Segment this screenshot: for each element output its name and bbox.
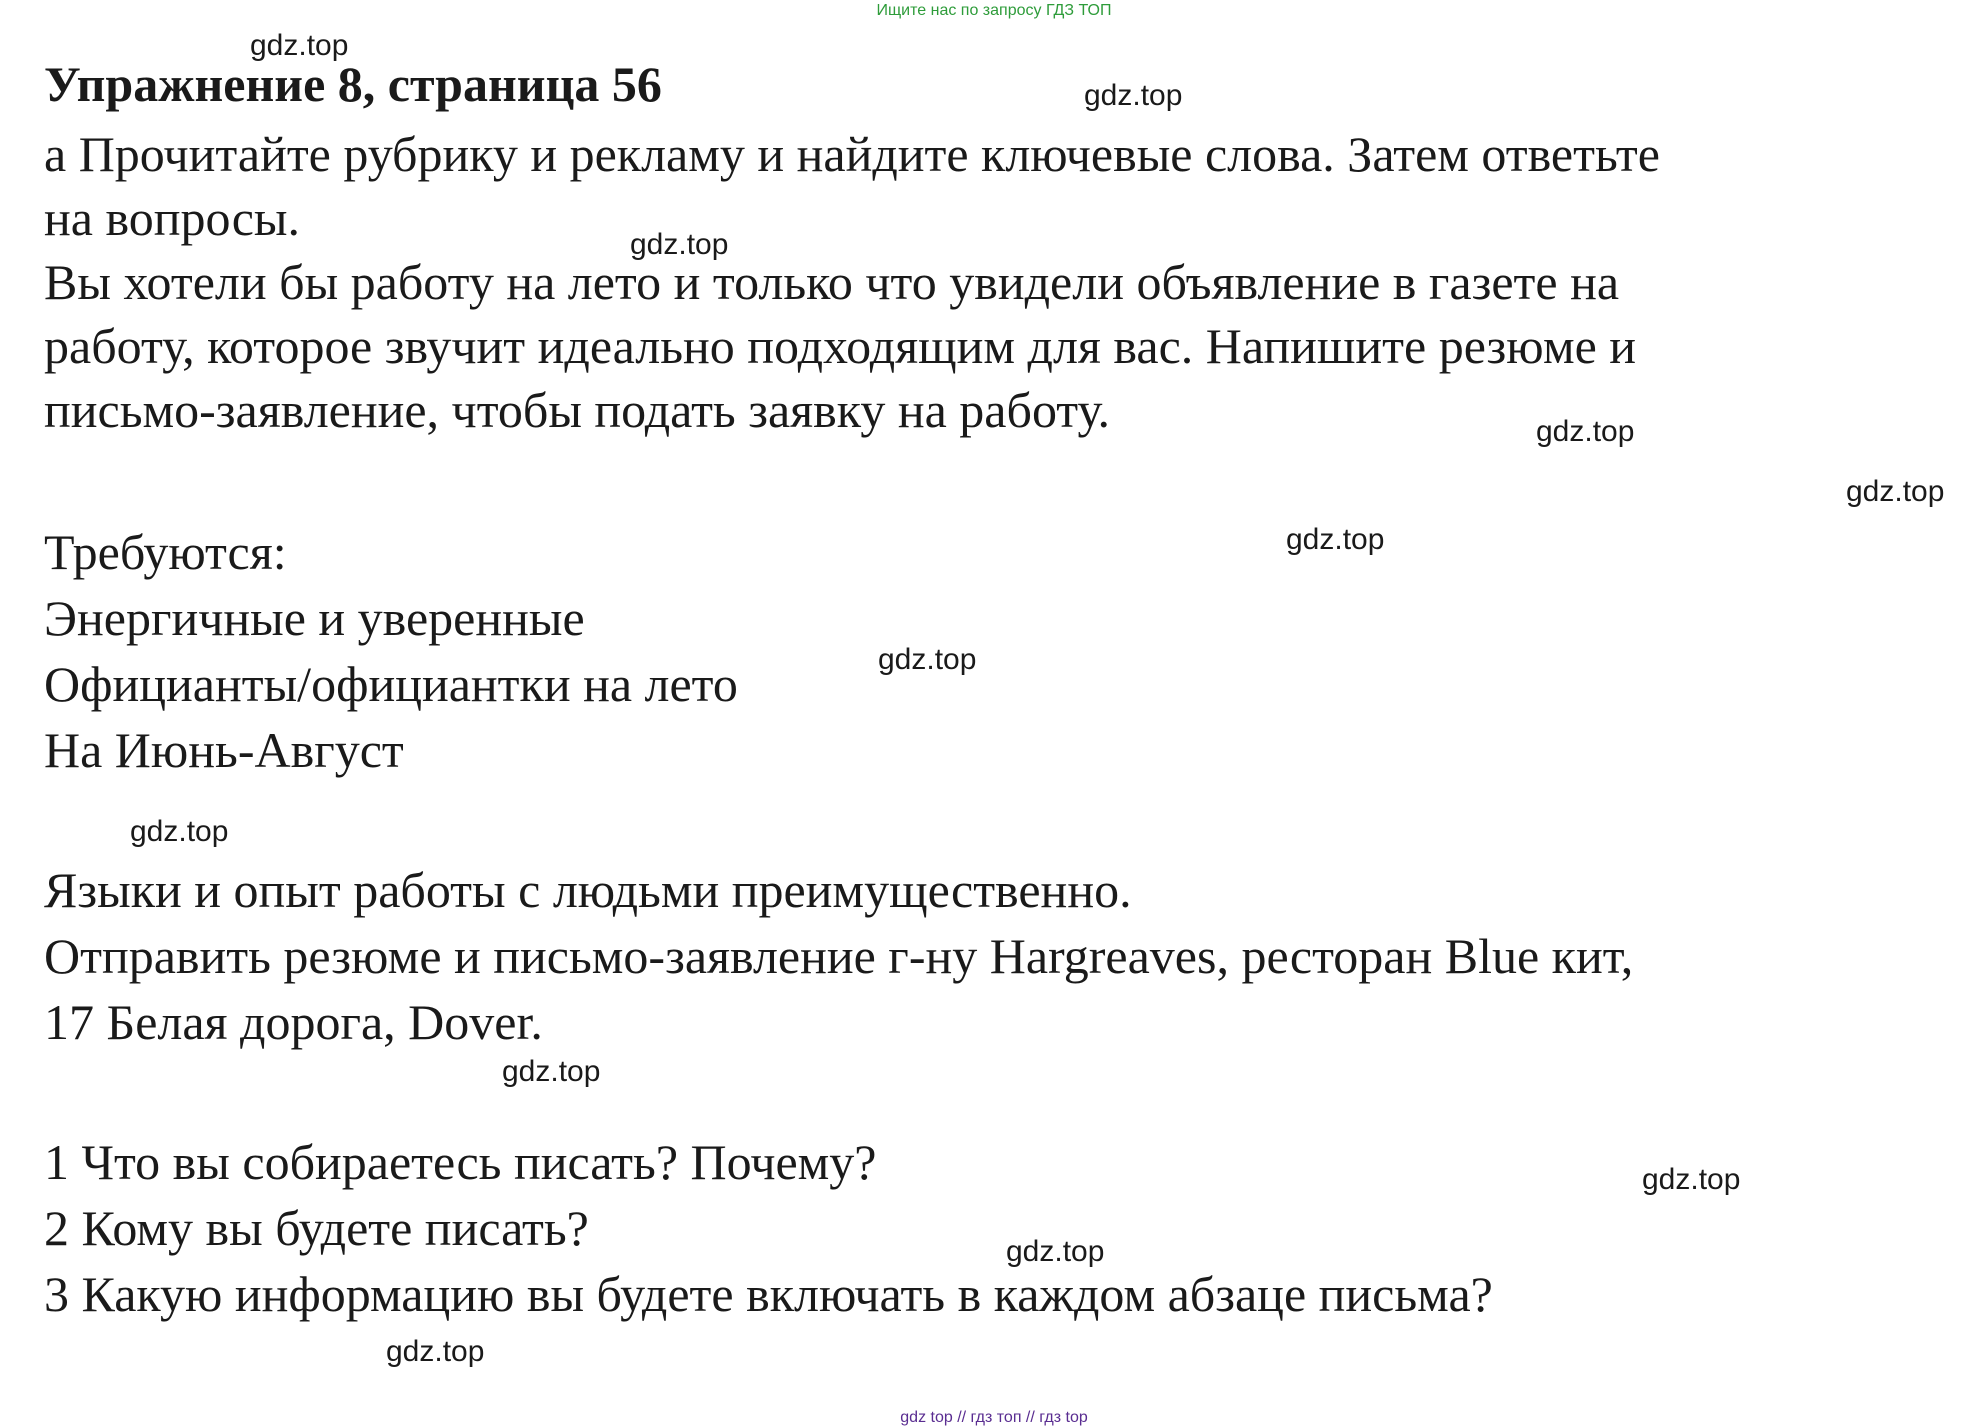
watermark: gdz.top xyxy=(250,29,349,62)
top-promo-banner: Ищите нас по запросу ГДЗ ТОП xyxy=(876,2,1112,19)
watermark: gdz.top xyxy=(130,815,229,848)
ad-line-1: Требуются: xyxy=(44,524,287,580)
watermark: gdz.top xyxy=(1084,79,1183,112)
intro-line-3: письмо-заявление, чтобы подать заявку на работу. xyxy=(44,382,1110,438)
watermark: gdz.top xyxy=(1642,1163,1741,1196)
question-2: 2 Кому вы будете писать? xyxy=(44,1200,589,1256)
bottom-promo-banner: gdz top // гдз топ // гдз top xyxy=(900,1409,1088,1426)
ad-line-4: На Июнь-Август xyxy=(44,722,404,778)
ad-line-6: Отправить резюме и письмо-заявление г-ну Hargreaves, ресторан Blue кит, xyxy=(44,928,1634,984)
ad-line-7: 17 Белая дорога, Dover. xyxy=(44,994,543,1050)
watermark: gdz.top xyxy=(502,1055,601,1088)
ad-line-3: Официанты/официантки на лето xyxy=(44,656,738,712)
watermark: gdz.top xyxy=(1846,475,1945,508)
watermark: gdz.top xyxy=(386,1335,485,1368)
page-title: Упражнение 8, страница 56 xyxy=(44,56,662,112)
question-1: 1 Что вы собираетесь писать? Почему? xyxy=(44,1134,877,1190)
intro-line-2: работу, которое звучит идеально подходящим для вас. Напишите резюме и xyxy=(44,318,1637,374)
watermark: gdz.top xyxy=(630,228,729,261)
watermark: gdz.top xyxy=(1006,1235,1105,1268)
task-line-2: на вопросы. xyxy=(44,190,301,246)
watermark: gdz.top xyxy=(1286,523,1385,556)
task-line-1: а Прочитайте рубрику и рекламу и найдите ключевые слова. Затем ответьте xyxy=(44,126,1660,182)
ad-line-5: Языки и опыт работы с людьми преимущественно. xyxy=(44,862,1132,918)
watermark: gdz.top xyxy=(1536,415,1635,448)
question-3: 3 Какую информацию вы будете включать в каждом абзаце письма? xyxy=(44,1266,1493,1322)
intro-line-1: Вы хотели бы работу на лето и только что увидели объявление в газете на xyxy=(44,254,1620,310)
ad-line-2: Энергичные и уверенные xyxy=(44,590,585,646)
watermark: gdz.top xyxy=(878,643,977,676)
